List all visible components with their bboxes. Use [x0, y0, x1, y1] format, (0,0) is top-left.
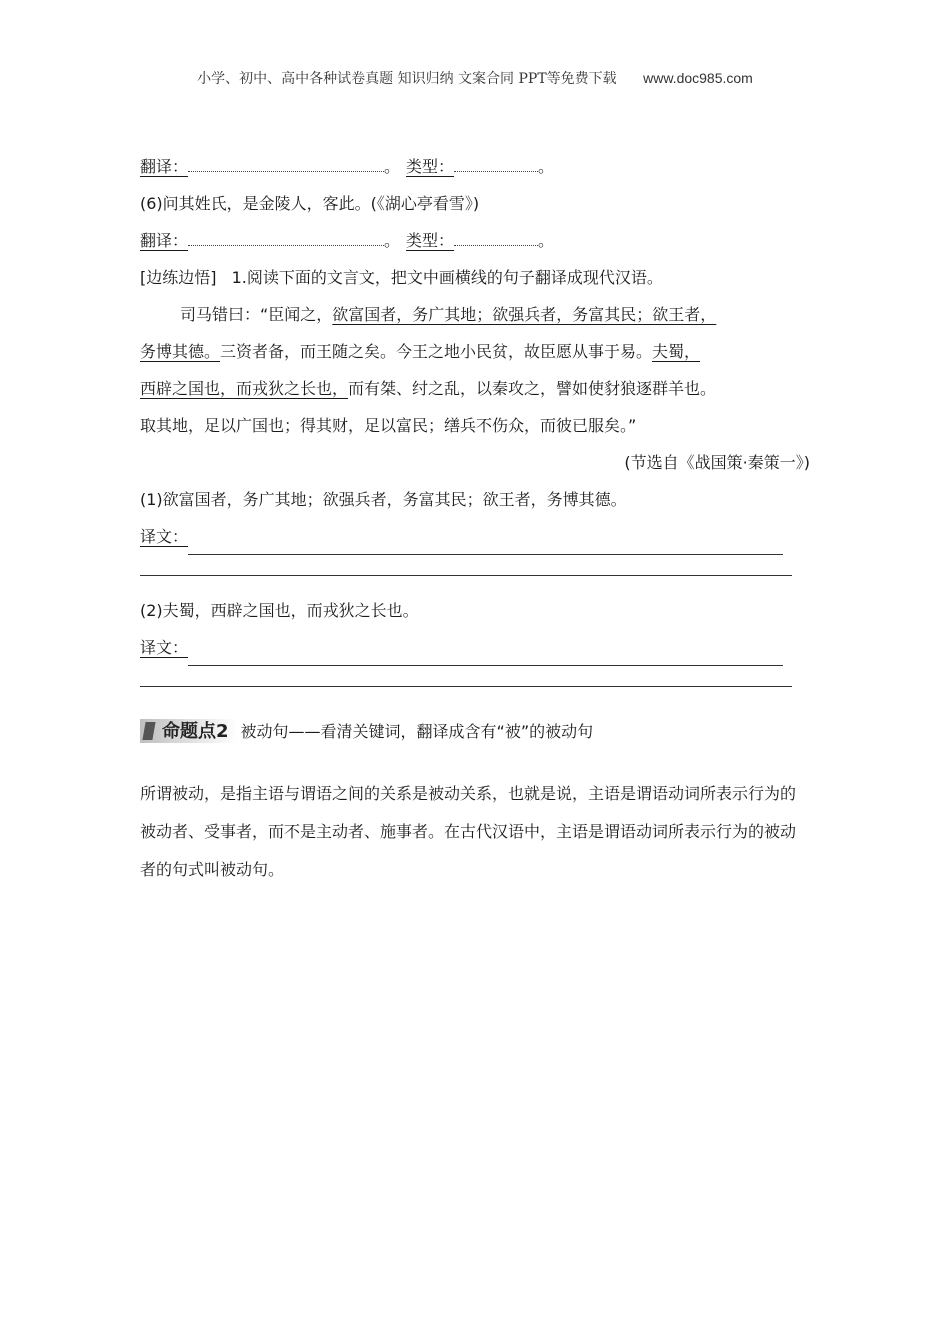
- header-url[interactable]: www.doc985.com: [643, 70, 753, 86]
- section-badge: [140, 719, 237, 743]
- translate-line-5: [140, 148, 820, 185]
- type-label: 类型：: [406, 157, 455, 176]
- section-title: 被动句——看清关键词，翻译成含有“被”的被动句: [240, 721, 594, 741]
- underlined-sentence: 务博其德。: [140, 342, 221, 361]
- translate-blank[interactable]: [188, 157, 384, 172]
- section-heading: [140, 709, 820, 753]
- passage-line-2: [140, 333, 820, 370]
- exercise-intro-line: [140, 259, 820, 296]
- type-blank[interactable]: [454, 231, 538, 246]
- period: 。: [538, 231, 555, 250]
- section-body: 所谓被动，是指主语与谓语之间的关系是被动关系，也就是说，主语是谓语动词所表示行为的被动者、受事者，而不是主动者、施事者。在古代汉语中，主语是谓语动词所表示行为的被动者的句式叫被动句。: [140, 784, 797, 879]
- badge-label: 命题点2: [162, 720, 229, 742]
- passage-text: 而有桀、纣之乱，以秦攻之，譬如使豺狼逐群羊也。: [348, 379, 717, 398]
- answer-row-2b: [140, 666, 820, 703]
- passage-line-3: [140, 370, 820, 407]
- answer-field[interactable]: [188, 534, 783, 555]
- underlined-sentence: 西辟之国也，而戎狄之长也，: [140, 379, 349, 398]
- answer-label: 译文：: [140, 527, 189, 546]
- header-text: 小学、初中、高中各种试卷真题 知识归纳 文案合同 PPT等免费下载: [197, 71, 617, 87]
- answer-field[interactable]: [140, 555, 792, 576]
- period: 。: [538, 157, 555, 176]
- passage-text: 三资者备，而王随之矣。今王之地小民贫，故臣愿从事于易。: [220, 342, 653, 361]
- translate-label: 翻译：: [140, 157, 189, 176]
- underlined-sentence: 欲富国者，务广其地；欲强兵者，务富其民；欲王者，: [332, 305, 717, 324]
- answer-row-1b: [140, 555, 820, 592]
- passage-source: (节选自《战国策·秦策一》): [624, 453, 810, 472]
- period: 。: [384, 157, 401, 176]
- question-2: (2)夫蜀，西辟之国也，而戎狄之长也。: [140, 601, 419, 620]
- answer-row-1: [140, 518, 820, 555]
- badge-marker-icon: [142, 722, 155, 740]
- item-6: (6)问其姓氏，是金陵人，客此。(《湖心亭看雪》): [140, 194, 480, 213]
- type-blank[interactable]: [454, 157, 538, 172]
- answer-label: 译文：: [140, 638, 189, 657]
- translate-line-6: [140, 222, 820, 259]
- type-label: 类型：: [406, 231, 455, 250]
- passage-text: 司马错曰：“臣闻之，: [180, 305, 333, 324]
- period: 。: [384, 231, 401, 250]
- answer-row-2: [140, 629, 820, 666]
- exercise-tag: [边练边悟]: [140, 268, 217, 287]
- question-1: (1)欲富国者，务广其地；欲强兵者，务富其民；欲王者，务博其德。: [140, 490, 627, 509]
- page-header: [0, 68, 950, 88]
- translate-blank[interactable]: [188, 231, 384, 246]
- underlined-sentence: 夫蜀，: [652, 342, 701, 361]
- document-body: [140, 148, 820, 889]
- answer-field[interactable]: [188, 645, 783, 666]
- exercise-intro: 1.阅读下面的文言文，把文中画横线的句子翻译成现代汉语。: [231, 268, 663, 287]
- passage-line-1: [140, 296, 820, 333]
- translate-label: 翻译：: [140, 231, 189, 250]
- passage-line-4: 取其地，足以广国也；得其财，足以富民；缮兵不伤众，而彼已服矣。”: [140, 416, 637, 435]
- answer-field[interactable]: [140, 666, 792, 687]
